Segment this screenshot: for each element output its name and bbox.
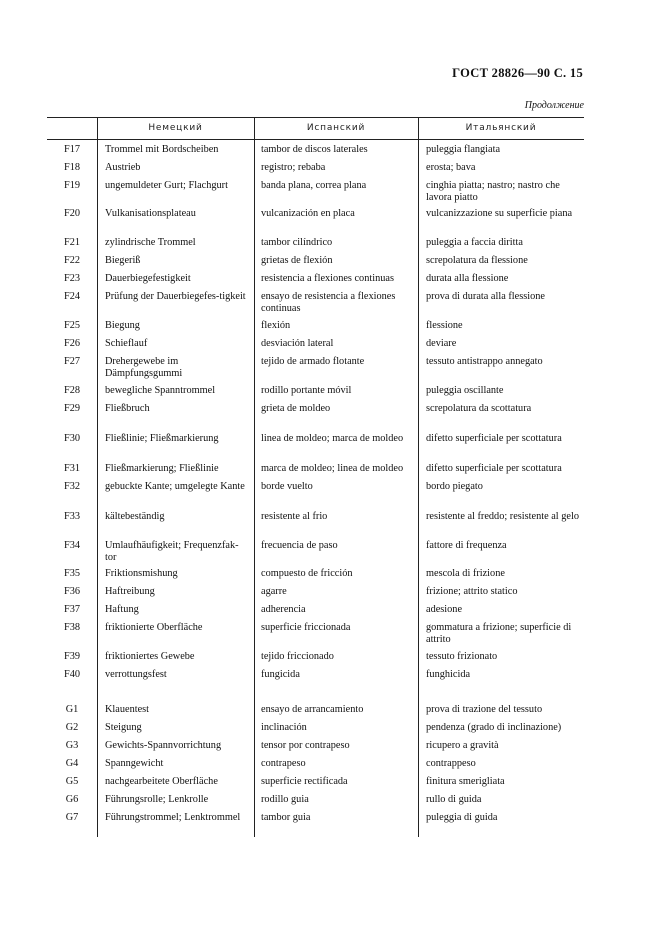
- term-german: Biegung: [105, 320, 140, 331]
- term-code: G1: [65, 704, 79, 715]
- term-german: Fließlinie; Fließmarkierung: [105, 433, 219, 444]
- page-header-title: ГОСТ 28826—90 С. 15: [452, 66, 583, 80]
- term-code: F22: [63, 255, 81, 266]
- term-italian: flessione: [426, 320, 463, 331]
- term-german: Haftreibung: [105, 586, 155, 597]
- term-italian: pendenza (grado di inclinazione): [426, 722, 562, 733]
- column-header-italian: Итальянский: [465, 123, 537, 133]
- term-german: gebuckte Kante; umgelegte Kante: [105, 481, 245, 492]
- term-code: F21: [63, 237, 81, 248]
- term-code: F24: [63, 291, 81, 302]
- term-spanish: flexión: [261, 320, 291, 331]
- term-spanish: rodillo portante móvil: [261, 385, 352, 396]
- term-italian: difetto superficiale per scottatura: [426, 463, 562, 474]
- term-german: bewegliche Spanntrommel: [105, 385, 216, 396]
- term-spanish: grieta de moldeo: [261, 403, 331, 414]
- term-german: Haftung: [105, 604, 139, 615]
- term-code: F35: [63, 568, 81, 579]
- term-italian: mescola di frizione: [426, 568, 505, 579]
- term-spanish: banda plana, correa plana: [261, 180, 367, 191]
- term-italian: tessuto frizionato: [426, 651, 498, 662]
- term-german: Umlaufhäufigkeit; Frequenzfak-tor: [105, 540, 239, 563]
- term-italian: screpolatura da flessione: [426, 255, 528, 266]
- term-code: F39: [63, 651, 81, 662]
- term-code: F36: [63, 586, 81, 597]
- term-code: G7: [65, 812, 79, 823]
- term-code: G2: [65, 722, 79, 733]
- column-header-german: Немецкий: [148, 123, 203, 133]
- term-code: F18: [63, 162, 81, 173]
- term-spanish: marca de moldeo; linea de moldeo: [261, 463, 404, 474]
- term-german: Austrieb: [105, 162, 141, 173]
- term-german: Friktionsmishung: [105, 568, 178, 579]
- term-german: zylindrische Trommel: [105, 237, 196, 248]
- term-spanish: agarre: [261, 586, 287, 597]
- term-code: G5: [65, 776, 79, 787]
- term-spanish: compuesto de fricción: [261, 568, 353, 579]
- term-spanish: ensayo de resistencia a flexiones continuas: [261, 291, 396, 314]
- term-code: F17: [63, 144, 81, 155]
- term-italian: durata alla flessione: [426, 273, 509, 284]
- term-german: Trommel mit Bordscheiben: [105, 144, 219, 155]
- term-italian: prova di durata alla flessione: [426, 291, 545, 302]
- term-spanish: tejido de armado flotante: [261, 356, 365, 367]
- term-spanish: inclinación: [261, 722, 307, 733]
- term-italian: contrappeso: [426, 758, 476, 769]
- term-german: Biegeriß: [105, 255, 141, 266]
- term-code: F25: [63, 320, 81, 331]
- term-german: friktionierte Oberfläche: [105, 622, 203, 633]
- term-code: F19: [63, 180, 81, 191]
- term-spanish: fungicida: [261, 669, 300, 680]
- column-header-spanish: Испанский: [306, 123, 366, 133]
- term-code: F26: [63, 338, 81, 349]
- term-code: F34: [63, 540, 81, 551]
- term-code: F37: [63, 604, 81, 615]
- term-italian: puleggia flangiata: [426, 144, 501, 155]
- term-spanish: resistencia a flexiones continuas: [261, 273, 394, 284]
- term-code: G4: [65, 758, 79, 769]
- term-spanish: contrapeso: [261, 758, 306, 769]
- term-german: Schieflauf: [105, 338, 148, 349]
- term-italian: puleggia di guida: [426, 812, 498, 823]
- term-german: Führungsrolle; Lenkrolle: [105, 794, 209, 805]
- term-code: F27: [63, 356, 81, 367]
- term-spanish: tambor cilíndrico: [261, 237, 333, 248]
- term-italian: frizione; attrito statico: [426, 586, 518, 597]
- term-italian: screpolatura da scottatura: [426, 403, 532, 414]
- term-code: F28: [63, 385, 81, 396]
- term-german: Spanngewicht: [105, 758, 164, 769]
- term-code: F30: [63, 433, 81, 444]
- term-spanish: tensor por contrapeso: [261, 740, 350, 751]
- term-code: F31: [63, 463, 81, 474]
- term-italian: ricupero a gravità: [426, 740, 499, 751]
- term-german: Vulkanisationsplateau: [105, 208, 196, 219]
- term-spanish: tambor guia: [261, 812, 311, 823]
- term-spanish: linea de moldeo; marca de moldeo: [261, 433, 404, 444]
- term-spanish: frecuencia de paso: [261, 540, 338, 551]
- term-german: Drehergewebe im Dämpfungsgummi: [105, 356, 183, 379]
- term-german: ungemuldeter Gurt; Flachgurt: [105, 180, 228, 191]
- column-divider-1: [97, 117, 98, 837]
- term-italian: funghicida: [426, 669, 471, 680]
- term-code: F33: [63, 511, 81, 522]
- term-german: Fließmarkierung; Fließlinie: [105, 463, 219, 474]
- term-italian: gommatura a frizione; superficie di attrito: [426, 622, 572, 645]
- term-spanish: vulcanización en placa: [261, 208, 355, 219]
- term-italian: puleggia oscillante: [426, 385, 504, 396]
- term-code: F40: [63, 669, 81, 680]
- term-german: Prüfung der Dauerbiegefes-tigkeit: [105, 291, 246, 302]
- term-spanish: resistente al frio: [261, 511, 328, 522]
- term-spanish: superficie rectificada: [261, 776, 348, 787]
- term-spanish: grietas de flexión: [261, 255, 333, 266]
- term-spanish: borde vuelto: [261, 481, 313, 492]
- term-code: F29: [63, 403, 81, 414]
- term-german: Klauentest: [105, 704, 150, 715]
- term-italian: puleggia a faccia diritta: [426, 237, 523, 248]
- term-italian: prova di trazione del tessuto: [426, 704, 543, 715]
- term-italian: deviare: [426, 338, 457, 349]
- continuation-label: Продолжение: [524, 100, 584, 111]
- term-italian: rullo di guida: [426, 794, 482, 805]
- term-german: Fließbruch: [105, 403, 150, 414]
- term-spanish: tejido friccionado: [261, 651, 334, 662]
- term-italian: bordo piegato: [426, 481, 483, 492]
- term-spanish: ensayo de arrancamiento: [261, 704, 364, 715]
- term-spanish: superficie friccionada: [261, 622, 351, 633]
- term-code: G6: [65, 794, 79, 805]
- term-german: nachgearbeitete Oberfläche: [105, 776, 218, 787]
- term-spanish: tambor de discos laterales: [261, 144, 368, 155]
- term-italian: fattore di frequenza: [426, 540, 507, 551]
- term-spanish: rodillo guia: [261, 794, 309, 805]
- term-code: F20: [63, 208, 81, 219]
- term-italian: cinghia piatta; nastro; nastro che lavora piatto: [426, 180, 560, 203]
- term-code: F32: [63, 481, 81, 492]
- term-italian: finitura smerigliata: [426, 776, 505, 787]
- term-german: Gewichts-Spannvorrichtung: [105, 740, 222, 751]
- term-italian: difetto superficiale per scottatura: [426, 433, 562, 444]
- term-spanish: desviación lateral: [261, 338, 334, 349]
- term-code: F23: [63, 273, 81, 284]
- table-header-border: [47, 139, 584, 140]
- term-italian: resistente al freddo; resistente al gelo: [426, 511, 579, 522]
- term-italian: tessuto antistrappo annegato: [426, 356, 543, 367]
- term-spanish: adherencia: [261, 604, 306, 615]
- term-code: F38: [63, 622, 81, 633]
- term-german: verrottungsfest: [105, 669, 167, 680]
- term-german: Dauerbiegefestigkeit: [105, 273, 191, 284]
- term-italian: erosta; bava: [426, 162, 476, 173]
- term-german: Führungstrommel; Lenktrommel: [105, 812, 241, 823]
- column-divider-2: [254, 117, 255, 837]
- term-german: Steigung: [105, 722, 142, 733]
- term-italian: vulcanizzazione su superficie piana: [426, 208, 573, 219]
- term-spanish: registro; rebaba: [261, 162, 326, 173]
- term-code: G3: [65, 740, 79, 751]
- term-german: kältebeständig: [105, 511, 165, 522]
- term-german: friktioniertes Gewebe: [105, 651, 195, 662]
- term-italian: adesione: [426, 604, 463, 615]
